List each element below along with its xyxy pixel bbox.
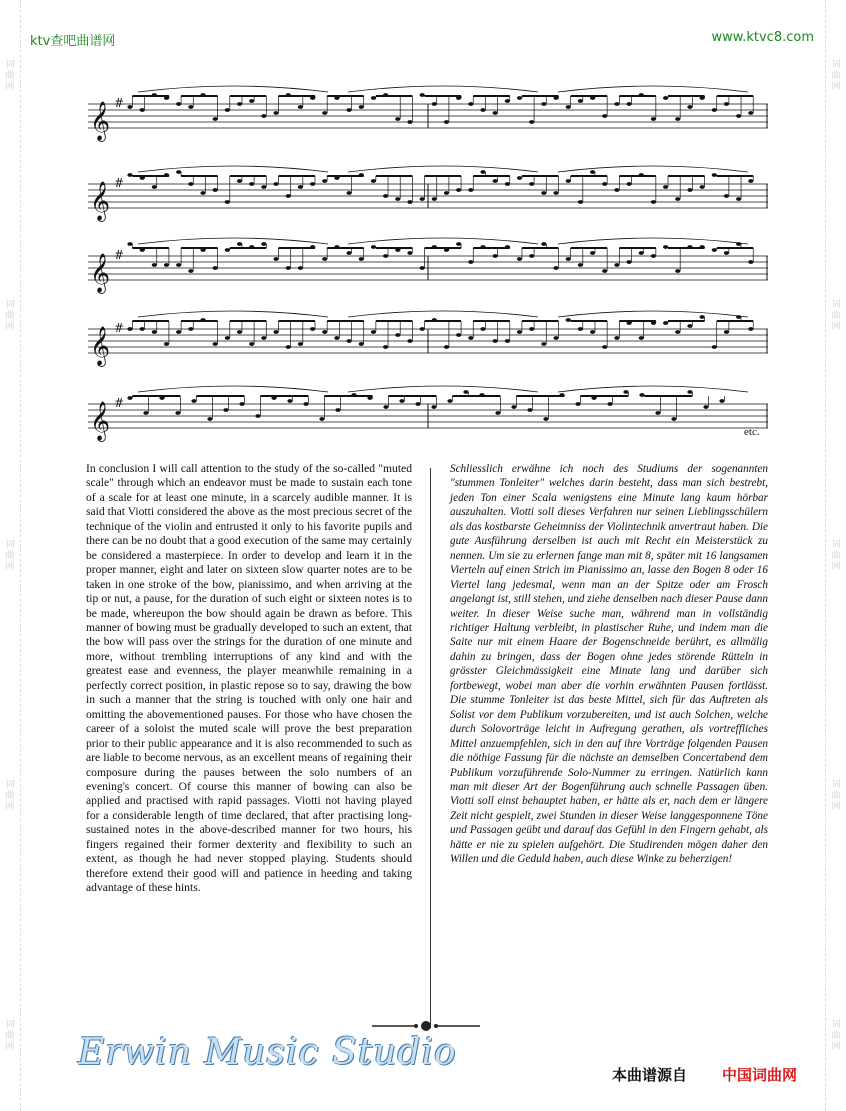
svg-text:𝄞: 𝄞 [90, 253, 111, 293]
music-staff-1 [88, 80, 768, 160]
svg-text:#: # [114, 96, 125, 110]
music-staff-5 [88, 380, 768, 460]
english-paragraph: In conclusion I will call attention to the study of the so-called "muted scale" through which an endeavor must be made to sustain each tone of a scale for at least one minute, in a scarcely audible manner. It is said that Viotti considered the above as the most precious secret of the technique of the violin and entrusted it only to his favorite pupils and there can be no doubt that a good execution of the same may certainly be considered a masterpiece. In order to develop and learn it in the proper manner, eight and later on sixteen slow quarter notes are to be taken in one stroke of the bow, pianissimo, and when arriving at the tip or nut, a pause, for the duration of such eight or sixteen notes is to be made, whereupon the bow should again be drawn as before. This manner of bowing must be gradually developed to such an extent, that the bow will pass over the strings for the duration of one minute and more, without trembling interruptions of any kind and with the greatest ease and evenness, the player meanwhile remaining in a perfectly correct position, in plastic repose so to say, drawing the bow in such a manner that the string is touched with only one hair and omitting the abovementioned pauses. For those who have chosen the career of a soloist the muted scale will prove the best preparation prior to their public appearance and it is also recommended to such as are liable to become nervous, as an excellent means of regaining their composure during the pauses between the solo numbers of an evening's concert. Of course this manner of bowing can also be applied and practised with rapid passages. Viotti not having played for a considerable length of time declared, that after practising long-sustained notes in the above-described manner for two hours, his fingers regained their former dexterity and flexibility to such an extent, as though he had never stopped playing. Students should therefore extend their good will and patience in heeding and taking advantage of these hints. [86, 462, 412, 895]
side-watermark: 词曲网 [5, 780, 15, 812]
svg-text:#: # [114, 248, 125, 262]
svg-text:𝄞: 𝄞 [90, 181, 111, 221]
side-watermark: 词曲网 [5, 60, 15, 92]
svg-text:𝄞: 𝄞 [90, 326, 111, 366]
side-watermark: 词曲网 [831, 1020, 841, 1052]
header-site-name: ktv查吧曲谱网 [30, 34, 116, 49]
footer-site-name: 中国词曲网 [722, 1066, 798, 1084]
german-column [450, 462, 768, 867]
side-watermark: 词曲网 [5, 540, 15, 572]
etc-marking: etc. [744, 426, 760, 438]
svg-text:#: # [114, 321, 125, 335]
side-watermark: 词曲网 [5, 1020, 15, 1052]
music-staff-3 [88, 232, 768, 312]
right-watermark-column [825, 0, 846, 1111]
side-watermark: 词曲网 [831, 540, 841, 572]
side-watermark: 词曲网 [5, 300, 15, 332]
column-divider [430, 468, 431, 1028]
music-staff-2 [88, 160, 768, 240]
english-column [86, 462, 412, 896]
svg-text:#: # [114, 396, 125, 410]
side-watermark: 词曲网 [831, 780, 841, 812]
footer-source-label: 本曲谱源自 [612, 1066, 688, 1084]
side-watermark: 词曲网 [831, 300, 841, 332]
header-site-url: www.ktvc8.com [711, 30, 814, 45]
side-watermark: 词曲网 [831, 60, 841, 92]
svg-text:𝄞: 𝄞 [90, 101, 111, 141]
svg-text:𝄞: 𝄞 [90, 401, 111, 441]
studio-logo: Erwin Music Studio [78, 1032, 457, 1073]
german-paragraph: Schliesslich erwähne ich noch des Studiums der sogenannten "stummen Tonleiter" welches darin besteht, dass man sich bestrebt, jeden Ton einer Scala wenigstens eine Minute lang kaum hörbar auszuhalten. Viotti soll dieses Verfahren nur seinen Lieblingsschülern als das kostbarste Geheimniss der Violintechnik anvertraut haben. Die gute Ausführung derselben ist auch mit Recht ein Meisterstück zu nennen. Um sie zu erlernen fange man mit 8, später mit 16 langsamen Vierteln auf einen Strich im Pianissimo an, lasse den Bogen 8 oder 16 Viertel lang jedesmal, wenn man an der Spitze oder am Frosch angelangt ist, still stehen, und ziehe denselben nach dieser Pause dann weiter. In dieser Weise suche man, während man in vollständig richtiger Haltung verbleibt, in plastischer Ruhe, und indem man die Saite nur mit einem Haare der Bogenschneide berührt, es allmälig dahin zu bringen, dass der Bogen ohne jedes störende Rütteln in grösster Gleichmässigkeit eine Minute lang und darüber sich fortbewegt, wobei man aber die vorhin erwähnten Pausen fortlässt. Die stumme Tonleiter ist das beste Mittel, sich für das Auftreten als Solist vor dem Publikum vorzubereiten, und ist auch Solchen, welche durch Solovorträge leicht in Aufregung gerathen, als vortreffliches Mittel anzuempfehlen, sich in den auf ihre Vorträge folgenden Pausen die nöthige Fassung für die nächste an demselben Concertabend dem Publikum vorzuführende Solo-Nummer zu erringen. Natürlich kann man mit dieser Art der Bogenführung auch schnelle Passagen üben. Viotti soll einst behauptet haben, er hätte als er, nach dem er längere Zeit nicht gespielt, zwei Stunden in dieser Weise langgesponnene Töne und Passagen geübt und darauf das Gefühl in den Fingern gehabt, als hätte er nie zu spielen aufgehört. Die Studirenden mögen daher den Willen und die Geduld haben, auch diese Winke zu beherzigen! [450, 463, 768, 866]
svg-text:#: # [114, 176, 125, 190]
left-watermark-column [0, 0, 21, 1111]
music-staff-4 [88, 305, 768, 385]
